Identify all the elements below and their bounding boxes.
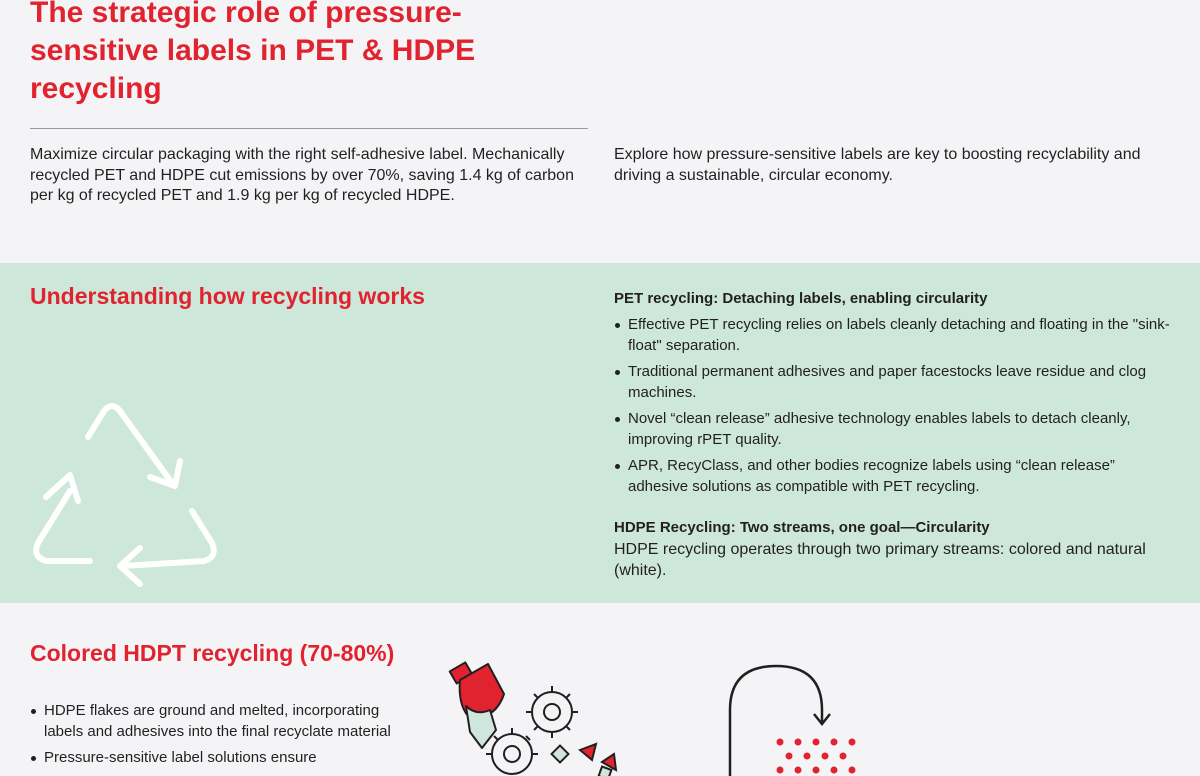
page-title: The strategic role of pressure-sensitive labels in PET & HDPE recycling: [30, 0, 476, 105]
hdpe-body: HDPE recycling operates through two primary streams: colored and natural (white).: [614, 541, 1146, 579]
intro-left: Maximize circular packaging with the right self-adhesive label. Mechanically recycled PET and HDPE cut emissions by over 70%, saving 1.4 kg of carbon per kg of recycled PET and 1.9 kg per kg of recycled HDPE.: [30, 146, 574, 204]
list-item: Novel “clean release” adhesive technology enables labels to detach cleanly, improving rPET quality.: [614, 409, 1174, 450]
list-item: Pressure-sensitive label solutions ensure: [30, 748, 420, 769]
list-item: APR, RecyClass, and other bodies recognize labels using “clean release” adhesive solutions as compatible with PET recycling.: [614, 456, 1174, 497]
flake-shapes: [552, 744, 616, 776]
understanding-section: [0, 263, 1200, 603]
arrow-icon: [730, 666, 830, 776]
hdpe-block: [614, 518, 1174, 581]
pet-subhead: PET recycling: Detaching labels, enabling circularity: [614, 290, 988, 307]
pet-bullets: [614, 315, 1174, 497]
list-item: Effective PET recycling relies on labels cleanly detaching and floating in the "sink-float" separation.: [614, 315, 1174, 356]
divider: [30, 128, 588, 129]
dots-icon: [777, 739, 856, 774]
colored-list: [30, 701, 420, 775]
intro-right: Explore how pressure-sensitive labels are key to boosting recyclability and driving a sustainable, circular economy.: [614, 146, 1141, 184]
recycle-arrow-right: [122, 511, 214, 566]
recycle-arrow-top: [88, 406, 172, 483]
colored-heading: Colored HDPT recycling (70-80%): [30, 640, 395, 666]
understanding-heading: Understanding how recycling works: [30, 283, 425, 309]
hdpe-subhead: HDPE Recycling: Two streams, one goal—Circularity: [614, 519, 990, 536]
pet-block: [614, 289, 1174, 503]
recycle-icon: [22, 401, 227, 601]
recycle-arrowhead-left: [46, 475, 78, 501]
recycle-arrow-left: [36, 491, 90, 561]
bottle-icon: [450, 662, 504, 748]
list-item: HDPE flakes are ground and melted, incorporating labels and adhesives into the final recyclate material: [30, 701, 420, 742]
recycling-illustration: [430, 650, 900, 776]
list-item: Traditional permanent adhesives and paper facestocks leave residue and clog machines.: [614, 362, 1174, 403]
